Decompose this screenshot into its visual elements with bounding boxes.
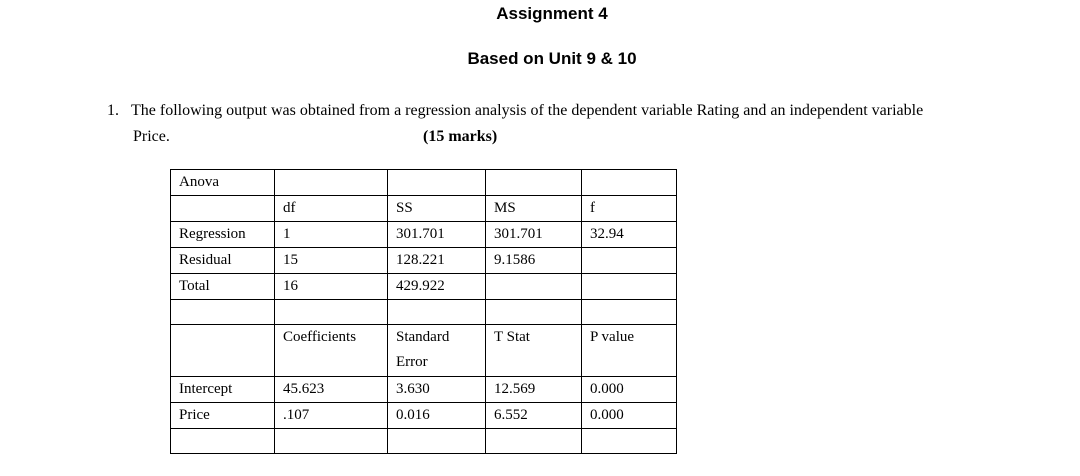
table-cell [486,274,582,300]
table-cell: Anova [171,170,275,196]
table-cell: 3.630 [388,377,486,403]
table-row [171,325,677,377]
table-row [171,248,677,274]
table-cell [582,248,677,274]
table-cell: 16 [275,274,388,300]
table-cell: Regression [171,222,275,248]
table-cell: Price [171,403,275,429]
table-cell: 0.016 [388,403,486,429]
table-cell: Total [171,274,275,300]
table-row [171,377,677,403]
table-cell: 301.701 [486,222,582,248]
table-cell: 32.94 [582,222,677,248]
document-subtitle: Based on Unit 9 & 10 [467,49,637,68]
question-text-line1: The following output was obtained from a regression analysis of the dependent variable Rating and an independent variable [131,102,924,119]
table-cell: .107 [275,403,388,429]
table-cell: Standard Error [388,325,486,377]
table-cell: 0.000 [582,403,677,429]
table-cell [171,196,275,222]
table-row [171,300,677,325]
table-cell: MS [486,196,582,222]
table-cell [486,429,582,454]
table-cell [171,325,275,377]
regression-output-table [170,169,677,454]
table-cell [275,429,388,454]
table-row [171,429,677,454]
table-cell: Coefficients [275,325,388,377]
table-cell [486,170,582,196]
table-cell [582,300,677,325]
table-cell [582,429,677,454]
table-cell: 12.569 [486,377,582,403]
table-cell [275,300,388,325]
table-cell: 45.623 [275,377,388,403]
table-cell [388,429,486,454]
table-cell: 301.701 [388,222,486,248]
table-cell: 15 [275,248,388,274]
table-cell: 1 [275,222,388,248]
table-row [171,196,677,222]
question-text-line2: Price. [133,128,170,145]
table-row [171,222,677,248]
table-cell [171,300,275,325]
question-number: 1. [107,102,119,119]
table-cell [582,170,677,196]
table-row [171,170,677,196]
table-cell [388,170,486,196]
table-cell: SS [388,196,486,222]
table-cell: Intercept [171,377,275,403]
table-cell: 9.1586 [486,248,582,274]
table-row [171,403,677,429]
table-cell [388,300,486,325]
table-cell: 429.922 [388,274,486,300]
table-cell [171,429,275,454]
table-cell [275,170,388,196]
table-cell [486,300,582,325]
table-row [171,274,677,300]
table-cell [582,274,677,300]
table-cell: P value [582,325,677,377]
table-cell: df [275,196,388,222]
table-cell: f [582,196,677,222]
table-cell: 128.221 [388,248,486,274]
table-cell: T Stat [486,325,582,377]
table-cell: 6.552 [486,403,582,429]
table-cell: Residual [171,248,275,274]
document-title: Assignment 4 [496,4,608,23]
question-marks: (15 marks) [423,128,498,145]
table-cell: 0.000 [582,377,677,403]
